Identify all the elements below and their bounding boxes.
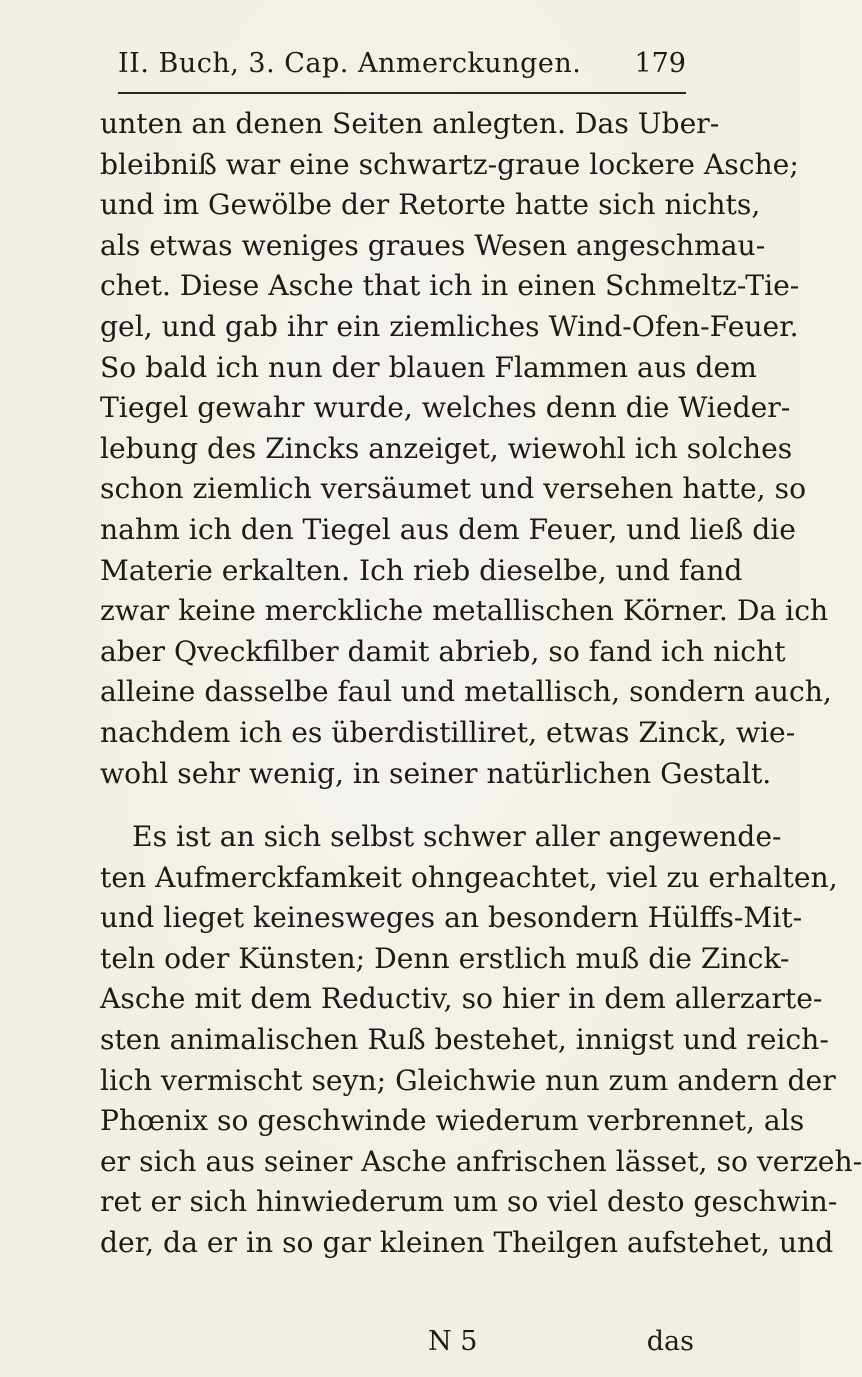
page-number: 179	[634, 48, 686, 79]
text-line: zwar keine merckliche metallischen Körner. Da ich	[100, 594, 829, 628]
text-line: gel, und gab ihr ein ziemliches Wind-Ofen-Feuer.	[100, 309, 799, 343]
catchword: das	[646, 1326, 694, 1357]
text-line: lich vermischt seyn; Gleichwie nun zum andern der	[100, 1063, 836, 1097]
text-line: sten animalischen Ruß bestehet, innigst und reich-	[100, 1023, 829, 1057]
text-line: Phœnix so geschwinde wiederum verbrennet, als	[100, 1104, 805, 1138]
text-line: teln oder Künsten; Denn erstlich muß die Zinck-	[100, 941, 790, 975]
running-title: II. Buch, 3. Cap. Anmerckungen.	[118, 48, 582, 79]
text-line: So bald ich nun der blauen Flammen aus dem	[100, 350, 757, 384]
text-line: nahm ich den Tiegel aus dem Feuer, und ließ die	[100, 512, 796, 546]
text-line: und lieget keinesweges an besondern Hülffs-Mit-	[100, 901, 803, 935]
text-line: chet. Diese Asche that ich in einen Schmeltz-Tie-	[100, 269, 800, 303]
text-line: schon ziemlich versäumet und versehen hatte, so	[100, 472, 807, 506]
page-header	[118, 40, 686, 88]
text-line: Tiegel gewahr wurde, welches denn die Wieder-	[100, 391, 791, 425]
text-line: Materie erkalten. Ich rieb dieselbe, und fand	[100, 553, 743, 587]
text-line: ret er sich hinwiederum um so viel desto geschwin-	[100, 1185, 838, 1219]
paragraph-gap	[100, 794, 694, 817]
text-line: der, da er in so gar kleinen Theilgen aufstehet, und	[100, 1226, 834, 1260]
text-line: unten an denen Seiten anlegten. Das Uber-	[100, 107, 720, 140]
text-line: bleibniß war eine schwartz-graue lockere Asche;	[100, 147, 799, 181]
text-line: er sich aus seiner Asche anfrischen lässet, so verzeh-	[100, 1144, 862, 1178]
signature-mark: N 5	[428, 1326, 478, 1357]
page-footer	[100, 1322, 694, 1362]
text-line: wohl sehr wenig, in seiner natürlichen Gestalt.	[100, 756, 772, 790]
text-line: und im Gewölbe der Retorte hatte sich nichts,	[100, 188, 761, 222]
text-line: nachdem ich es überdistilliret, etwas Zinck, wie-	[100, 715, 796, 749]
text-line: alleine dasselbe faul und metallisch, sondern auch,	[100, 675, 832, 709]
text-line: Asche mit dem Reductiv, so hier in dem allerzarte-	[100, 982, 823, 1016]
header-rule	[118, 92, 686, 94]
text-line: ten Aufmerckfamkeit ohngeachtet, viel zu erhalten,	[100, 860, 838, 894]
text-line: aber Qveckfilber damit abrieb, so fand ich nicht	[100, 634, 786, 668]
text-line: Es ist an sich selbst schwer aller angewende-	[132, 820, 782, 854]
paragraph-1	[100, 104, 832, 794]
paragraph-2	[100, 817, 862, 1264]
text-line: als etwas weniges graues Wesen angeschmau-	[100, 228, 766, 262]
text-line: lebung des Zincks anzeiget, wiewohl ich solches	[100, 431, 793, 465]
body-text	[100, 104, 862, 1264]
